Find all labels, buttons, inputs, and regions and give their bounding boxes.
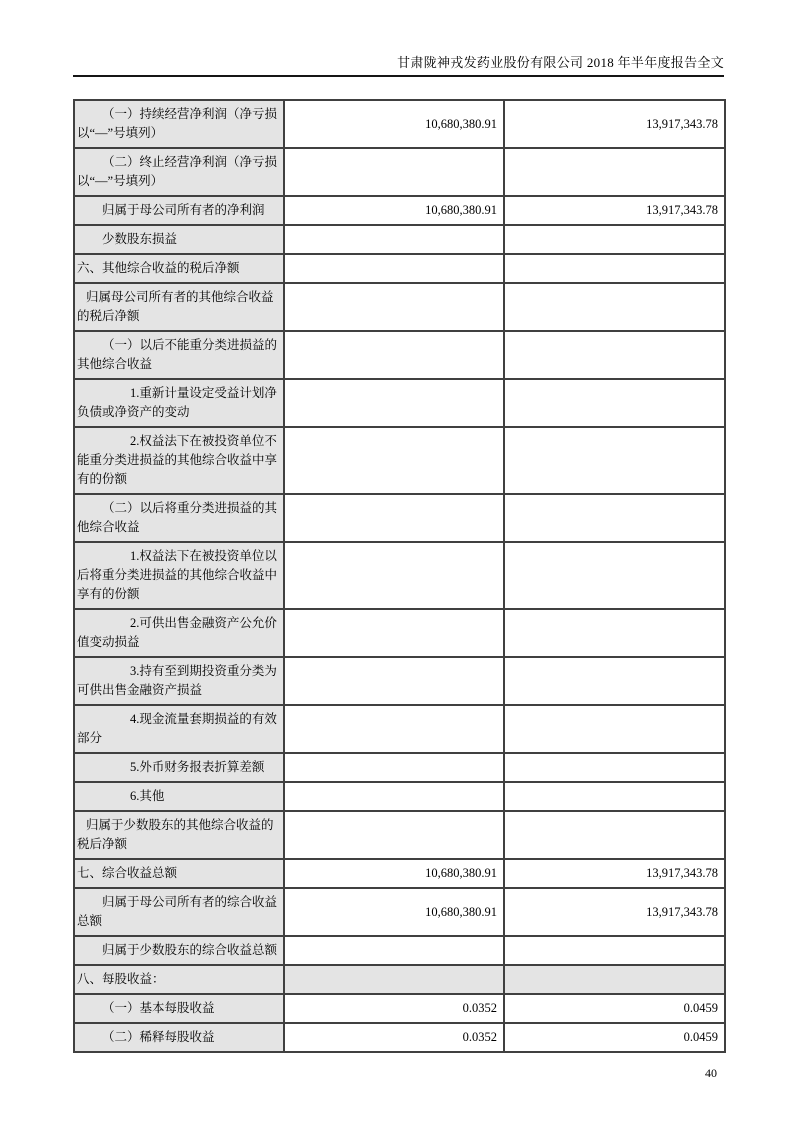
value-current-period	[284, 609, 504, 657]
value-current-period: 0.0352	[284, 994, 504, 1023]
value-current-period	[284, 148, 504, 196]
table-row	[74, 782, 725, 811]
value-prior-period	[504, 225, 725, 254]
value-prior-period	[504, 331, 725, 379]
table-row	[74, 494, 725, 542]
value-current-period	[284, 811, 504, 859]
page-content	[73, 0, 724, 1081]
value-prior-period	[504, 753, 725, 782]
row-label: （一）持续经营净利润（净亏损以“—”号填列）	[74, 100, 284, 148]
table-row	[74, 427, 725, 494]
row-label: 5.外币财务报表折算差额	[74, 753, 284, 782]
row-label: 1.重新计量设定受益计划净负债或净资产的变动	[74, 379, 284, 427]
table-row	[74, 609, 725, 657]
value-current-period	[284, 494, 504, 542]
value-current-period: 10,680,380.91	[284, 196, 504, 225]
table-row	[74, 196, 725, 225]
table-row	[74, 965, 725, 994]
table-row	[74, 994, 725, 1023]
row-label: （二）终止经营净利润（净亏损以“—”号填列）	[74, 148, 284, 196]
table-row	[74, 888, 725, 936]
row-label: 4.现金流量套期损益的有效部分	[74, 705, 284, 753]
table-row	[74, 859, 725, 888]
value-prior-period	[504, 657, 725, 705]
row-label: 2.可供出售金融资产公允价值变动损益	[74, 609, 284, 657]
value-current-period	[284, 753, 504, 782]
value-current-period	[284, 225, 504, 254]
table-row	[74, 542, 725, 609]
table-row	[74, 148, 725, 196]
table-row	[74, 100, 725, 148]
row-label: （二）以后将重分类进损益的其他综合收益	[74, 494, 284, 542]
row-label: 少数股东损益	[74, 225, 284, 254]
value-prior-period: 0.0459	[504, 994, 725, 1023]
value-prior-period: 13,917,343.78	[504, 100, 725, 148]
value-current-period	[284, 283, 504, 331]
income-statement-rows	[74, 100, 725, 1052]
value-prior-period: 13,917,343.78	[504, 196, 725, 225]
value-prior-period	[504, 782, 725, 811]
value-prior-period	[504, 609, 725, 657]
row-label: 归属于母公司所有者的净利润	[74, 196, 284, 225]
row-label: 归属于少数股东的其他综合收益的税后净额	[74, 811, 284, 859]
value-current-period: 10,680,380.91	[284, 859, 504, 888]
table-row	[74, 657, 725, 705]
row-label: 七、综合收益总额	[74, 859, 284, 888]
value-prior-period	[504, 965, 725, 994]
row-label: 六、其他综合收益的税后净额	[74, 254, 284, 283]
value-current-period	[284, 427, 504, 494]
value-prior-period	[504, 811, 725, 859]
value-current-period: 10,680,380.91	[284, 888, 504, 936]
row-label: 归属母公司所有者的其他综合收益的税后净额	[74, 283, 284, 331]
value-prior-period	[504, 542, 725, 609]
report-title-header: 甘肃陇神戎发药业股份有限公司 2018 年半年度报告全文	[73, 0, 724, 77]
table-row	[74, 705, 725, 753]
value-prior-period	[504, 427, 725, 494]
value-prior-period	[504, 254, 725, 283]
value-current-period	[284, 331, 504, 379]
row-label: 1.权益法下在被投资单位以后将重分类进损益的其他综合收益中享有的份额	[74, 542, 284, 609]
table-row	[74, 254, 725, 283]
value-prior-period	[504, 705, 725, 753]
row-label: 归属于少数股东的综合收益总额	[74, 936, 284, 965]
income-statement-table	[73, 99, 726, 1053]
table-row	[74, 225, 725, 254]
value-prior-period	[504, 494, 725, 542]
row-label: （二）稀释每股收益	[74, 1023, 284, 1052]
value-prior-period	[504, 379, 725, 427]
value-current-period	[284, 657, 504, 705]
value-current-period	[284, 542, 504, 609]
table-row	[74, 753, 725, 782]
table-row	[74, 379, 725, 427]
table-row	[74, 283, 725, 331]
value-current-period	[284, 936, 504, 965]
value-prior-period: 13,917,343.78	[504, 888, 725, 936]
row-label: （一）基本每股收益	[74, 994, 284, 1023]
row-label: 6.其他	[74, 782, 284, 811]
row-label: 2.权益法下在被投资单位不能重分类进损益的其他综合收益中享有的份额	[74, 427, 284, 494]
value-current-period: 10,680,380.91	[284, 100, 504, 148]
row-label: 归属于母公司所有者的综合收益总额	[74, 888, 284, 936]
row-label: 3.持有至到期投资重分类为可供出售金融资产损益	[74, 657, 284, 705]
table-row	[74, 331, 725, 379]
value-prior-period	[504, 148, 725, 196]
value-current-period: 0.0352	[284, 1023, 504, 1052]
value-prior-period	[504, 283, 725, 331]
value-current-period	[284, 782, 504, 811]
value-current-period	[284, 379, 504, 427]
value-current-period	[284, 705, 504, 753]
value-current-period	[284, 254, 504, 283]
table-row	[74, 811, 725, 859]
value-prior-period: 13,917,343.78	[504, 859, 725, 888]
table-row	[74, 1023, 725, 1052]
value-prior-period: 0.0459	[504, 1023, 725, 1052]
row-label: （一）以后不能重分类进损益的其他综合收益	[74, 331, 284, 379]
row-label: 八、每股收益：	[74, 965, 284, 994]
page-number: 40	[705, 1066, 717, 1080]
table-row	[74, 936, 725, 965]
value-current-period	[284, 965, 504, 994]
value-prior-period	[504, 936, 725, 965]
